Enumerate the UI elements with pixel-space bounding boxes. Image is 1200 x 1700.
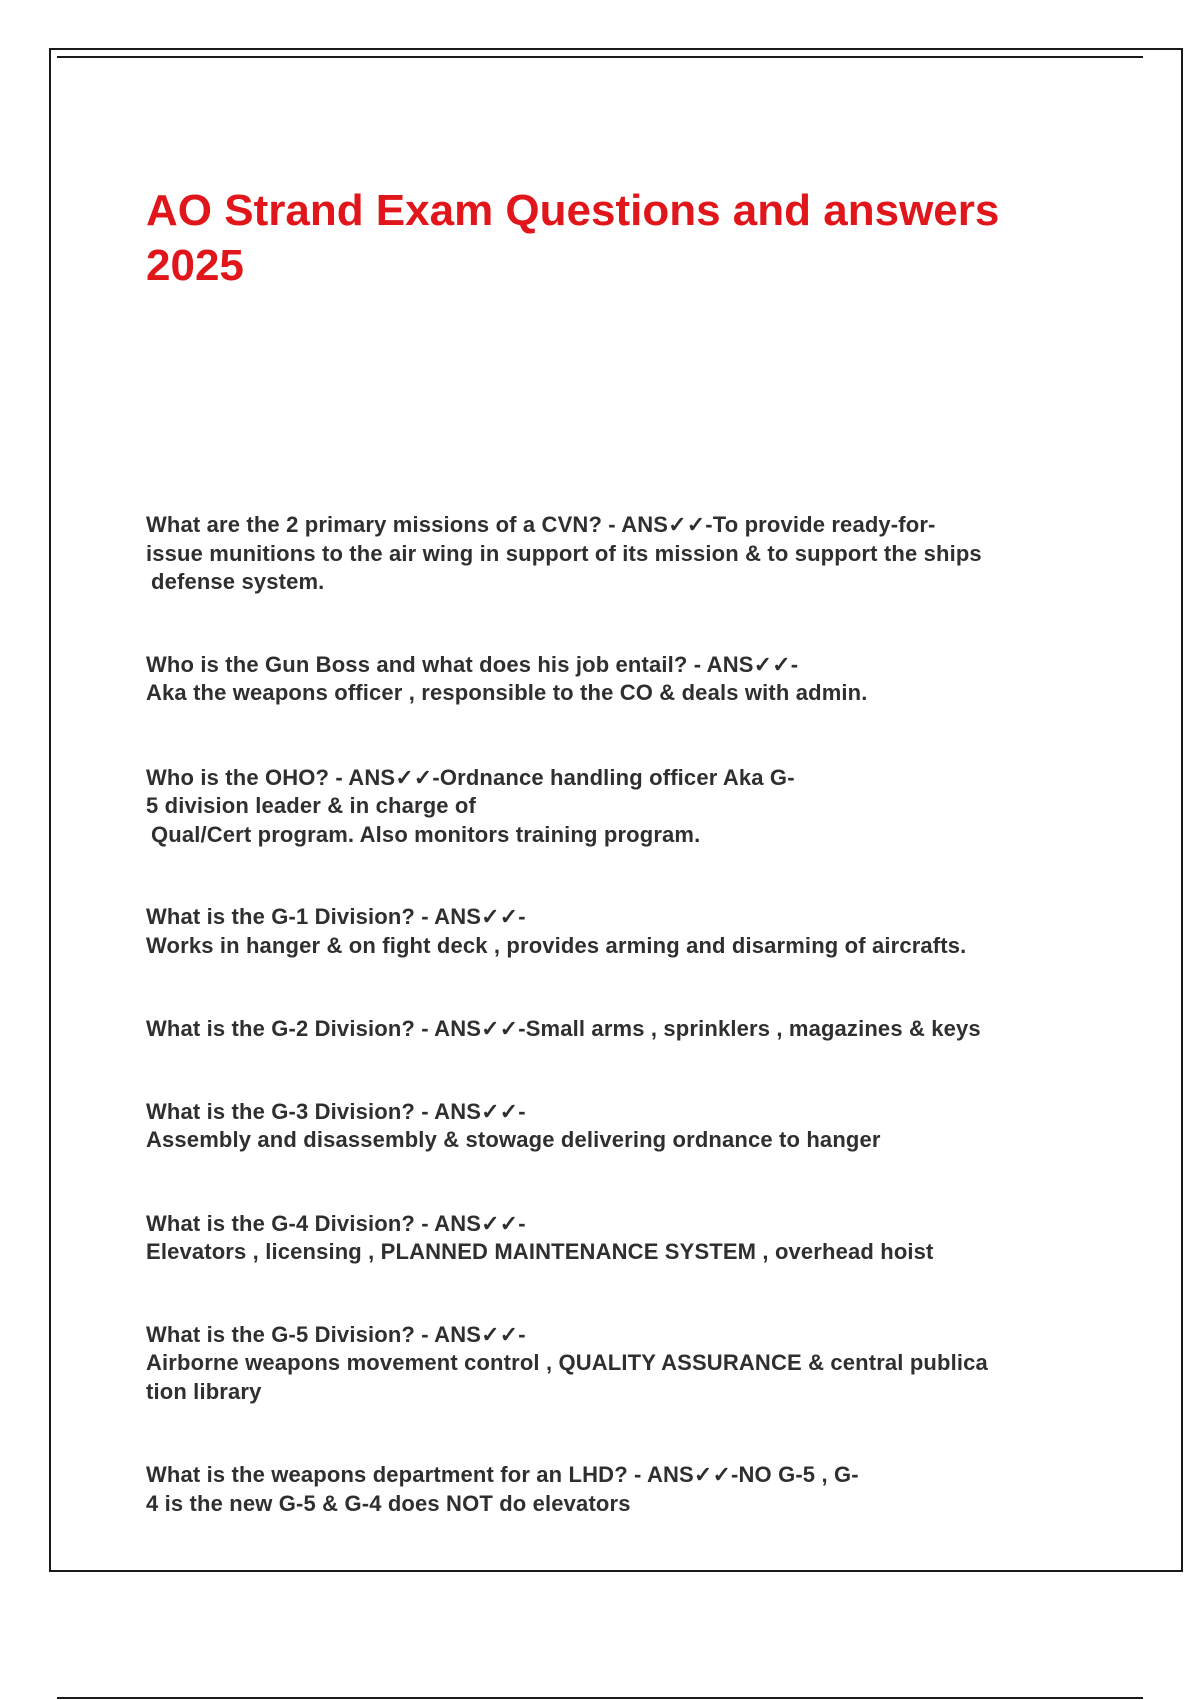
qa-line: defense system. [151, 569, 325, 594]
qa-line: Qual/Cert program. Also monitors training program. [151, 821, 701, 847]
qa-list [146, 511, 1106, 1518]
qa-item-g2 [146, 1015, 1106, 1044]
qa-line: Works in hanger & on fight deck , provides arming and disarming of aircrafts. [146, 932, 967, 958]
qa-item-g4 [146, 1210, 1106, 1267]
qa-line: 4 is the new G-5 & G-4 does NOT do elevators [146, 1490, 631, 1516]
qa-item-oho [146, 764, 1106, 850]
qa-line: Aka the weapons officer , responsible to the CO & deals with admin. [146, 680, 868, 705]
qa-item-g1 [146, 903, 1106, 960]
header-rule [57, 56, 1143, 58]
qa-item-g5 [146, 1321, 1106, 1407]
qa-item-gun-boss [146, 651, 1106, 708]
qa-line: issue munitions to the air wing in support of its mission & to support the ships [146, 540, 982, 566]
qa-line: Who is the OHO? - ANS✓✓-Ordnance handling officer Aka G- [146, 764, 795, 790]
qa-line: Who is the Gun Boss and what does his job entail? - ANS✓✓- [146, 651, 799, 677]
qa-item-g3 [146, 1098, 1106, 1155]
qa-line: What is the G-3 Division? - ANS✓✓- [146, 1098, 526, 1124]
qa-line: What is the G-1 Division? - ANS✓✓- [146, 904, 526, 929]
document-title [146, 183, 1086, 293]
qa-line: What is the weapons department for an LHD? - ANS✓✓-NO G-5 , G- [146, 1462, 859, 1487]
qa-line: What is the G-5 Division? - ANS✓✓- [146, 1321, 526, 1347]
qa-line: Elevators , licensing , PLANNED MAINTENANCE SYSTEM , overhead hoist [146, 1239, 934, 1264]
qa-line: What is the G-2 Division? - ANS✓✓-Small arms , sprinklers , magazines & keys [146, 1016, 981, 1041]
qa-line: 5 division leader & in charge of [146, 793, 476, 818]
title-line-2: 2025 [146, 241, 244, 290]
footer-rule [57, 1697, 1143, 1699]
qa-line: Airborne weapons movement control , QUALITY ASSURANCE & central publica [146, 1350, 988, 1375]
qa-line: tion library [146, 1378, 262, 1404]
qa-item-cvn-missions [146, 511, 1106, 597]
qa-item-lhd [146, 1461, 1106, 1518]
qa-line: Assembly and disassembly & stowage delivering ordnance to hanger [146, 1127, 881, 1152]
qa-line: What are the 2 primary missions of a CVN? - ANS✓✓-To provide ready-for- [146, 512, 936, 537]
title-line-1: AO Strand Exam Questions and answers [146, 186, 1000, 235]
qa-line: What is the G-4 Division? - ANS✓✓- [146, 1210, 526, 1236]
